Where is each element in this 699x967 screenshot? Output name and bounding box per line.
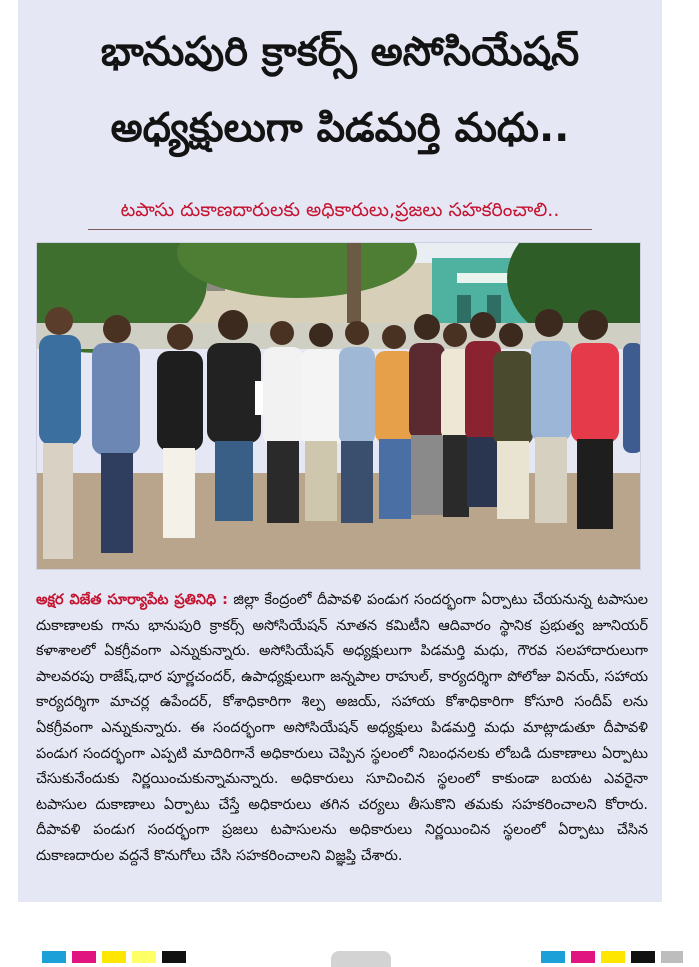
registration-swatch [72, 951, 96, 963]
registration-swatch [661, 951, 683, 963]
article-body [36, 588, 648, 870]
byline: అక్షర విజేత సూర్యాపేట ప్రతినిధి : [36, 592, 228, 608]
registration-swatch [601, 951, 625, 963]
registration-swatch [42, 951, 66, 963]
headline-line-1: భానుపురి క్రాకర్స్ అసోసియేషన్ [100, 29, 580, 75]
subheadline-underline [88, 229, 592, 230]
registration-swatch [102, 951, 126, 963]
group-photo [36, 242, 641, 570]
registration-swatch [162, 951, 186, 963]
registration-swatch [571, 951, 595, 963]
article-body-text: జిల్లా కేంద్రంలో దీపావళి పండుగ సందర్భంగా ఏర్పాటు చేయనున్న టపాసుల దుకాణాలకు గాను భానుపురి క్రాకర్స్ అసోసియేషన్ నూతన కమిటీని ఆదివారం స్థానిక ప్రభుత్వ జూనియర్ కళాశాలలో ఏకగ్రీవంగా ఎన్నుకున్నారు. అసోసియేషన్ అధ్యక్షులుగా పిడమర్తి మధు, గౌరవ సలహాదారులుగా పాలవరపు రాజేష్,ధార పూర్ణచందర్, ఉపాధ్యక్షులుగా జన్నపాల రాహుల్, కార్యదర్శిగా పోలోజు వినయ్, సహాయ కార్యదర్శిగా మాచర్ల ఉపేందర్, కోశాధికారిగా శిల్ప అజయ్, సహాయ కోశాధికారిగా కోసూరి సందీప్ లను ఏకగ్రీవంగా ఎన్నుకున్నారు. ఈ సందర్భంగా అసోసియేషన్ అధ్యక్షులు పిడమర్తి మధు మాట్లాడుతూ దీపావళి పండుగ సందర్భంగా ఎప్పటి మాదిరిగానే అధికారులు చెప్పిన స్థలంలో నిబంధనలకు లోబడి దుకాణాలు ఏర్పాటు చేసుకునేందుకు నిర్ణయించుకున్నామన్నారు. అధికారులు సూచించిన స్థలంలో కాకుండా బయట ఎవరైనా టపాసుల దుకాణాలు ఏర్పాటు చేస్తే అధికారులు తగిన చర్యలు తీసుకొని తమకు సహకరించాలని కోరారు. దీపావళి పండుగ సందర్భంగా ప్రజలు టపాసులను అధికారులు నిర్ణయించిన స్థలంలో ఏర్పాటు చేసిన దుకాణదారుల వద్దనే కొనుగోలు చేసి సహకరించాలని విజ్ఞప్తి చేశారు. [36, 592, 649, 864]
registration-swatch [132, 951, 156, 963]
subheadline: టపాసు దుకాణదారులకు అధికారులు,ప్రజలు సహకరించాలి.. [120, 199, 560, 221]
article-card [18, 0, 662, 902]
registration-swatch [541, 951, 565, 963]
registration-swatch [631, 951, 655, 963]
headline-line-2: అధ్యక్షులుగా పిడమర్తి మధు.. [110, 105, 570, 151]
